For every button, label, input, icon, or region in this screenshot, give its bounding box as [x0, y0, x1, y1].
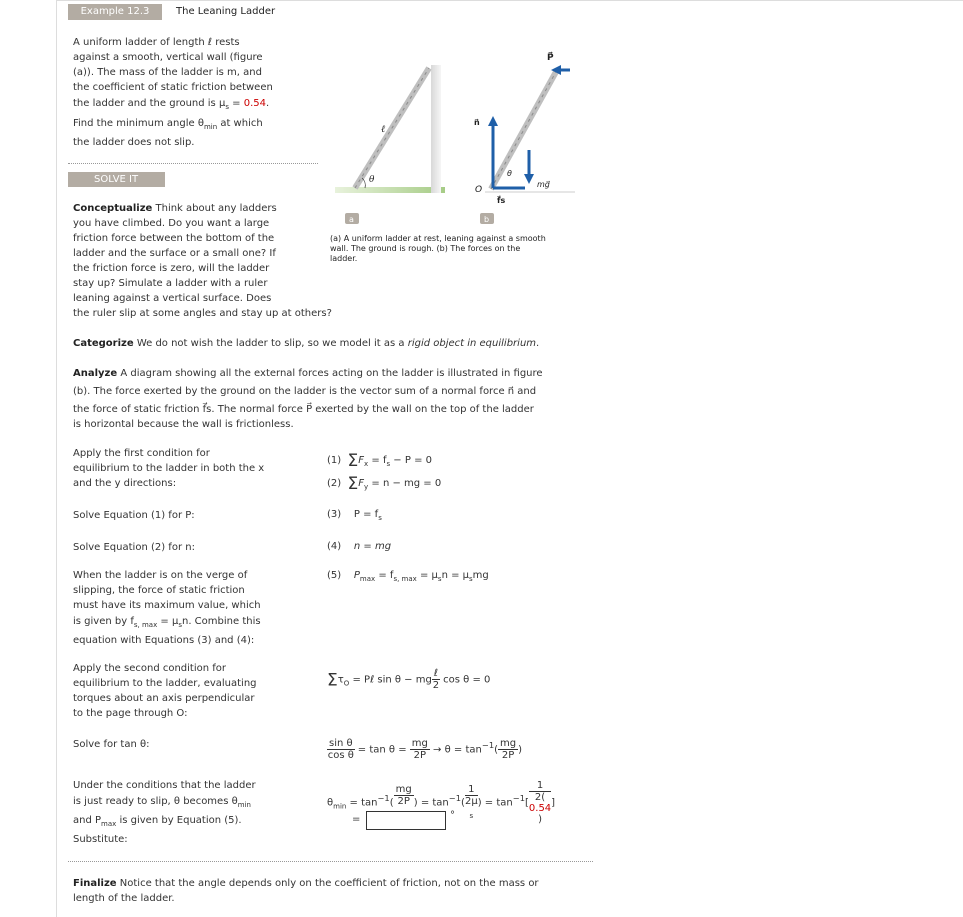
step-text: slipping, the force of static friction: [73, 585, 245, 596]
ladder-figure: [325, 40, 585, 225]
problem-line: A uniform ladder of length ℓ rests: [73, 37, 240, 48]
theta-label: θ: [369, 175, 375, 185]
figure-caption: ladder.: [330, 254, 358, 263]
conceptualize-line: the ruler slip at some angles and stay up at others?: [73, 308, 332, 319]
frame-top-border: [56, 0, 963, 3]
problem-line: against a smooth, vertical wall (figure: [73, 52, 263, 63]
equation-2: (2) $\Sigma F_y = n$ − mg = 0: [327, 474, 442, 494]
wall: [431, 65, 441, 193]
degree-symbol: °: [450, 810, 455, 821]
step-text: When the ladder is on the verge of: [73, 570, 248, 581]
conceptualize-line: stay up? Simulate a ladder with a ruler: [73, 278, 268, 289]
divider: [68, 163, 318, 164]
analyze-line: Analyze A diagram showing all the external forces acting on the ladder is illustrated in figure: [73, 368, 543, 379]
svg-text:a: a: [349, 215, 354, 224]
n-label: n⃗: [474, 118, 480, 127]
equation-1: (1) $\Sigma F_x = f_s - P = 0$: [327, 451, 432, 471]
problem-line: the coefficient of static friction between: [73, 82, 273, 93]
step-text: and $P_{max}$ is given by Equation (5).: [73, 815, 242, 828]
problem-line: Find the minimum angle $\theta_{min}$ at which: [73, 118, 263, 131]
step-text: Apply the first condition for: [73, 448, 210, 459]
answer-equals: =: [352, 814, 361, 825]
figure-caption: (a) A uniform ladder at rest, leaning against a smooth: [330, 234, 546, 243]
theta-min-equation: $\theta_{min} = \tan^{-1}$( $\frac{mg}{2P}$ ) = $\tan^{-1}$( 1 2μ $_s$ ) = $\tan^{-1}$[ 1 2( 0.54 ) ]: [327, 780, 556, 825]
equation-3: (3) $P = f_s$: [327, 509, 382, 522]
conceptualize-line: the friction force is zero, will the ladder: [73, 263, 270, 274]
fs-label: f⃗s: [497, 196, 506, 205]
frame-left-border: [56, 0, 57, 917]
step-text: Substitute:: [73, 834, 128, 845]
mg-label: mg⃗: [537, 180, 550, 189]
step-text: and the y directions:: [73, 478, 177, 489]
example-label: Example 12.3: [68, 4, 162, 20]
O-label: O: [475, 185, 483, 195]
tan-equation: $\frac{\text{sin θ}}{\text{cos θ}}$ = tan θ = $\frac{mg}{2P}$ → $\theta = \tan^{-1}$( $\frac{mg}{2P}$ ): [327, 738, 523, 761]
example-title: The Leaning Ladder: [176, 6, 276, 17]
categorize-text: Categorize We do not wish the ladder to slip, so we model it as a rigid object in equilibrium.: [73, 338, 540, 349]
finalize-line: Finalize Notice that the angle depends only on the coefficient of friction, not on the mass or: [73, 878, 539, 889]
finalize-line: length of the ladder.: [73, 893, 175, 904]
step-text: to the page through O:: [73, 708, 188, 719]
mu-value: 0.54: [243, 98, 266, 109]
torque-equation: $\Sigma\tau_O$ = Pℓ sin θ − mg $\frac{\text{ℓ}}{2}$ cos θ = 0: [327, 668, 491, 691]
ladder-b: [491, 70, 557, 189]
step-text: torques about an axis perpendicular: [73, 693, 255, 704]
step-text: Solve Equation (1) for P:: [73, 510, 195, 521]
conceptualize-line: leaning against a vertical surface. Does: [73, 293, 272, 304]
step-text: Apply the second condition for: [73, 663, 227, 674]
problem-line: the ladder and the ground is $\mu_s = 0.54$.: [73, 98, 270, 111]
step-text: Under the conditions that the ladder: [73, 780, 256, 791]
step-text: equilibrium to the ladder, evaluating: [73, 678, 257, 689]
step-text: equation with Equations (3) and (4):: [73, 635, 255, 646]
problem-line: (a)). The mass of the ladder is m, and: [73, 67, 262, 78]
analyze-line: the force of static friction f⃗s. The normal force P⃗ exerted by the wall on the top of the ladder: [73, 404, 534, 415]
analyze-line: (b). The force exerted by the ground on the ladder is the vector sum of a normal force n⃗ and: [73, 386, 537, 397]
ell-label: ℓ: [381, 124, 386, 135]
ground: [335, 187, 445, 193]
step-text: equilibrium to the ladder in both the x: [73, 463, 265, 474]
step-text: is given by $f_{s, max} = \mu_sn$. Combine this: [73, 616, 261, 629]
P-label: P⃗: [547, 53, 554, 63]
theta-b-label: θ: [507, 169, 512, 178]
conceptualize-line: ladder and the surface or a small one? If: [73, 248, 276, 259]
step-text: Solve Equation (2) for n:: [73, 542, 195, 553]
svg-text:b: b: [484, 215, 490, 224]
figure-caption: wall. The ground is rough. (b) The forces on the: [330, 244, 521, 253]
solve-it-button[interactable]: SOLVE IT: [68, 172, 165, 187]
problem-line: the ladder does not slip.: [73, 137, 195, 148]
step-text: Solve for tan θ:: [73, 739, 150, 750]
conceptualize-line: friction force between the bottom of the: [73, 233, 275, 244]
answer-input[interactable]: [366, 811, 446, 830]
analyze-line: is horizontal because the wall is frictionless.: [73, 419, 294, 430]
step-text: must have its maximum value, which: [73, 600, 261, 611]
conceptualize-line: Conceptualize Think about any ladders: [73, 203, 277, 214]
step-text: is just ready to slip, θ becomes $\theta_{min}$: [73, 796, 251, 809]
equation-4: (4) n = mg: [327, 541, 392, 552]
divider: [68, 861, 593, 862]
equation-5: (5) $P_{max} = f_{s, max} = \mu_sn = \mu_smg$: [327, 570, 489, 583]
conceptualize-line: you have climbed. Do you want a large: [73, 218, 270, 229]
